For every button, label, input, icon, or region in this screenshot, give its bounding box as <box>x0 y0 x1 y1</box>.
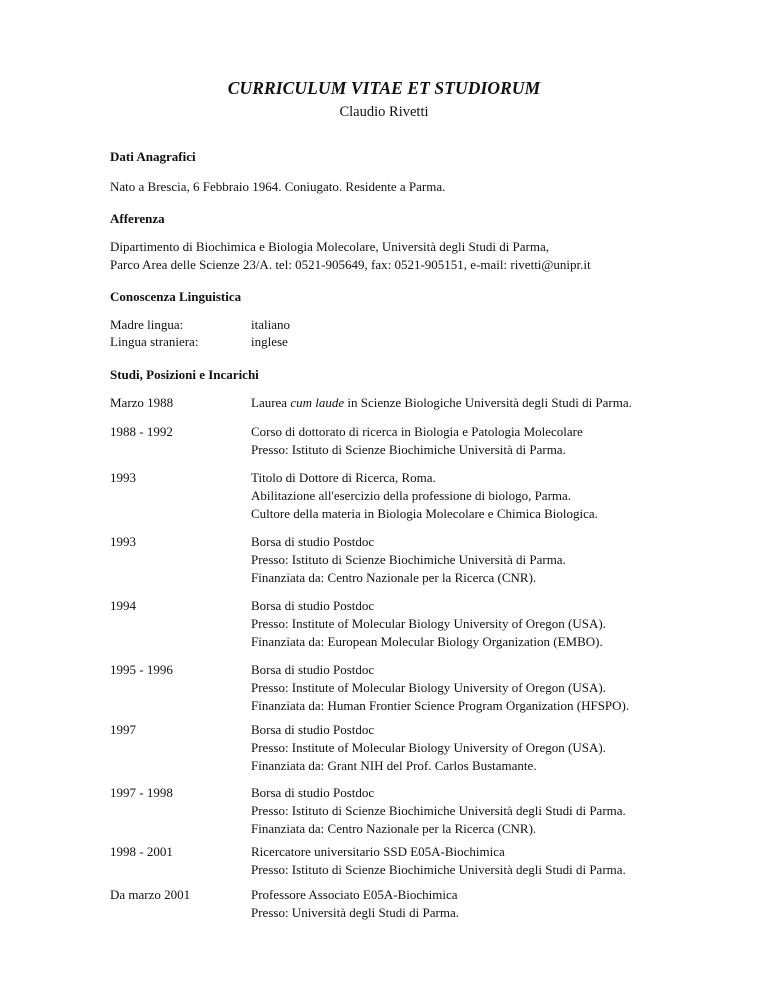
lingua-label: Madre lingua: <box>110 317 184 332</box>
dati-anagrafici-text: Nato a Brescia, 6 Febbraio 1964. Coniugato. Residente a Parma. <box>110 179 446 194</box>
entry-date: 1993 <box>110 470 136 485</box>
afferenza-line-2: Parco Area delle Scienze 23/A. tel: 0521-905649, fax: 0521-905151, e-mail: rivetti@unipr.it <box>110 257 591 272</box>
entry-date: 1994 <box>110 598 136 613</box>
afferenza-line-1: Dipartimento di Biochimica e Biologia Molecolare, Università degli Studi di Parma, <box>110 239 550 254</box>
entry-text: Borsa di studio Postdoc Presso: Institute of Molecular Biology University of Oregon (USA). Finanziata da: Human Frontier Science Program Organization (HFSPO). <box>251 662 630 713</box>
section-heading-afferenza: Afferenza <box>110 211 165 226</box>
entry-date: Marzo 1988 <box>110 395 174 410</box>
section-heading-lingue: Conoscenza Linguistica <box>110 289 242 304</box>
entry-date: 1993 <box>110 534 136 549</box>
entry-text: Borsa di studio Postdoc Presso: Institute of Molecular Biology University of Oregon (USA). Finanziata da: European Molecular Biology Organization (EMBO). <box>251 598 606 649</box>
entry-date: Da marzo 2001 <box>110 887 191 902</box>
lingua-label: Lingua straniera: <box>110 334 199 349</box>
entry-date: 1997 - 1998 <box>110 785 173 800</box>
lingua-value: inglese <box>251 334 288 349</box>
entry-date: 1995 - 1996 <box>110 662 173 677</box>
document-title: CURRICULUM VITAE ET STUDIORUM <box>227 78 541 98</box>
entry-text: Titolo di Dottore di Ricerca, Roma. Abilitazione all'esercizio della professione di biologo, Parma. Cultore della materia in Biologia Molecolare e Chimica Biologica. <box>251 470 598 521</box>
entry-text: Borsa di studio Postdoc Presso: Istituto di Scienze Biochimiche Università di Parma. Finanziata da: Centro Nazionale per la Ricerca (CNR). <box>251 534 566 585</box>
entry-text: Laurea cum laude in Scienze Biologiche Università degli Studi di Parma. <box>251 395 632 410</box>
entry-text: Professore Associato E05A-Biochimica Presso: Università degli Studi di Parma. <box>251 887 459 920</box>
entry-text: Ricercatore universitario SSD E05A-Biochimica Presso: Istituto di Scienze Biochimiche Università degli Studi di Parma. <box>251 844 626 877</box>
entry-text: Borsa di studio Postdoc Presso: Istituto di Scienze Biochimiche Università degli Studi di Parma. Finanziata da: Centro Nazionale per la Ricerca (CNR). <box>251 785 626 836</box>
document-author: Claudio Rivetti <box>339 104 429 120</box>
entry-date: 1997 <box>110 722 136 737</box>
entry-text: Corso di dottorato di ricerca in Biologia e Patologia Molecolare Presso: Istituto di Scienze Biochimiche Università di Parma. <box>251 424 583 457</box>
entry-date: 1988 - 1992 <box>110 424 173 439</box>
lingua-value: italiano <box>251 317 290 332</box>
entry-text: Borsa di studio Postdoc Presso: Institute of Molecular Biology University of Oregon (USA). Finanziata da: Grant NIH del Prof. Carlos Bustamante. <box>251 722 606 773</box>
section-heading-dati-anagrafici: Dati Anagrafici <box>110 149 196 164</box>
entry-date: 1998 - 2001 <box>110 844 173 859</box>
section-heading-studi: Studi, Posizioni e Incarichi <box>110 367 259 382</box>
